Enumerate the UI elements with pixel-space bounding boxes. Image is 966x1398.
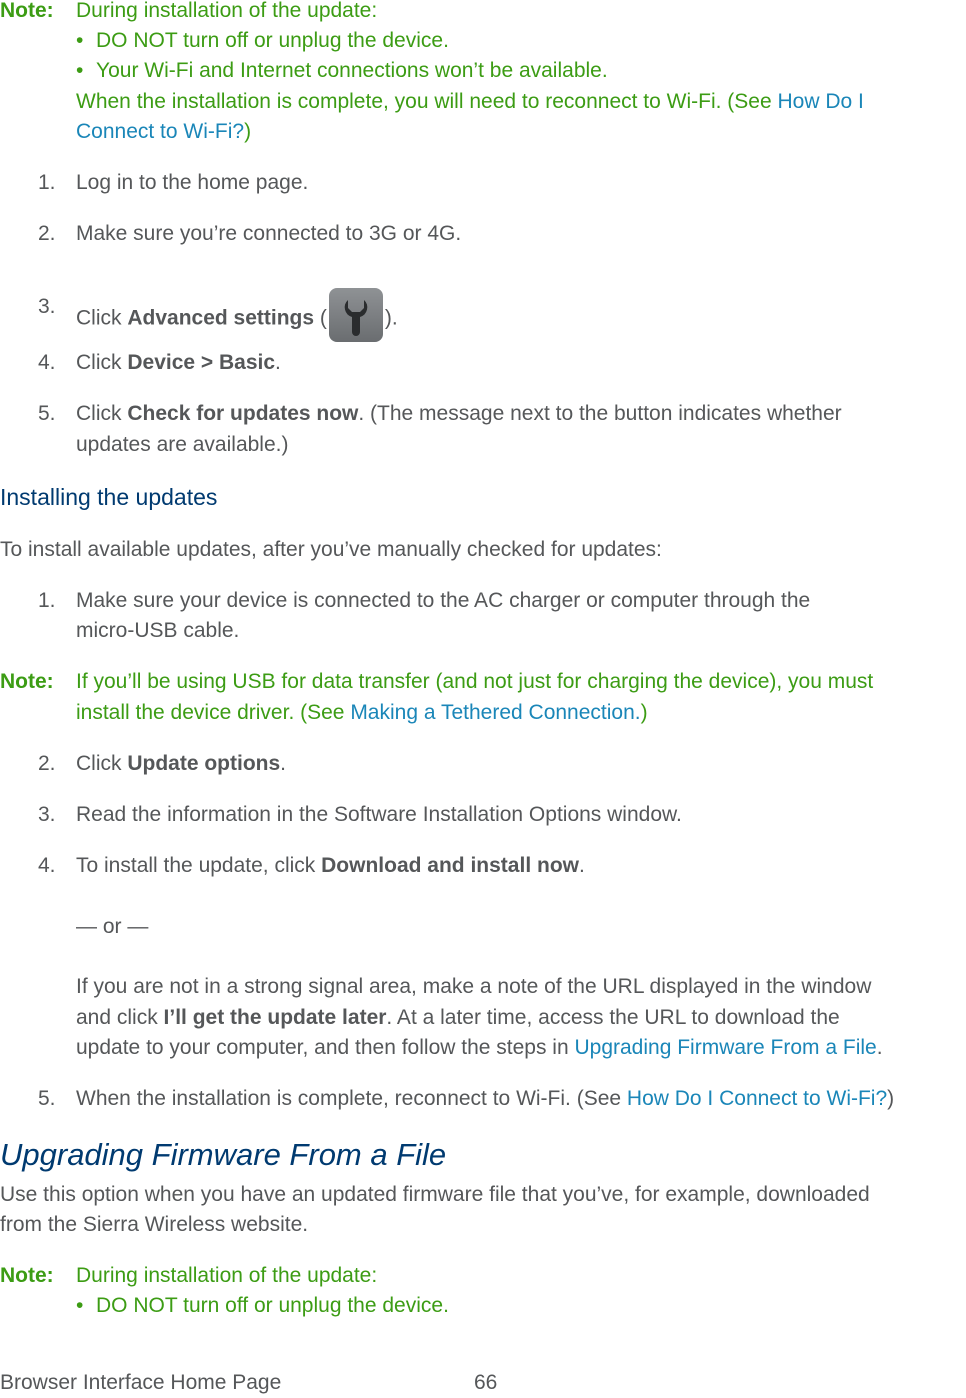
alt-text: If you are not in a strong signal area, make a note of the URL displayed in the window — [76, 975, 872, 998]
step-number: 4. — [38, 351, 56, 374]
step-number: 5. — [38, 1087, 56, 1110]
note-text: When the installation is complete, you will need to reconnect to Wi-Fi. (See How Do I — [76, 90, 864, 113]
step-number: 5. — [38, 402, 56, 425]
step-number: 2. — [38, 222, 56, 245]
note-intro: During installation of the update: — [76, 1264, 378, 1287]
note-text: If you’ll be using USB for data transfer (and not just for charging the device), you must — [76, 670, 874, 693]
step-text: Make sure your device is connected to the AC charger or computer through the — [76, 589, 811, 612]
alt-text: and click I’ll get the update later. At a later time, access the URL to download the — [76, 1006, 840, 1029]
step-number: 4. — [38, 854, 56, 877]
step-text: Log in to the home page. — [76, 171, 309, 194]
note-bullet: • DO NOT turn off or unplug the device. — [76, 1294, 449, 1317]
step-text: Click Advanced settings ( ). — [76, 292, 398, 346]
wrench-icon — [329, 288, 383, 342]
step-text: To install the update, click Download and install now. — [76, 854, 585, 877]
alt-text: update to your computer, and then follow the steps in Upgrading Firmware From a File. — [76, 1036, 883, 1059]
note-label: Note: — [0, 1264, 54, 1287]
footer-page-number: 66 — [474, 1371, 498, 1394]
step-number: 1. — [38, 589, 56, 612]
step-number: 2. — [38, 752, 56, 775]
or-separator: — or — — [76, 915, 149, 938]
step-text-cont: micro-USB cable. — [76, 619, 240, 642]
note-bullet: • Your Wi-Fi and Internet connections won’t be available. — [76, 59, 608, 82]
footer-section-title: Browser Interface Home Page — [0, 1371, 282, 1394]
link-tethered-connection[interactable]: Making a Tethered Connection. — [350, 701, 641, 724]
note-label: Note: — [0, 0, 54, 22]
section-heading-large: Upgrading Firmware From a File — [0, 1137, 447, 1172]
step-text: Read the information in the Software Installation Options window. — [76, 803, 682, 826]
step-text: Click Check for updates now. (The message next to the button indicates whether — [76, 402, 842, 425]
note-text: Connect to Wi-Fi?) — [76, 120, 252, 143]
step-number: 3. — [38, 295, 56, 318]
section-text: from the Sierra Wireless website. — [0, 1213, 309, 1236]
link-how-do-i-connect[interactable]: How Do I — [777, 90, 864, 113]
section-text: Use this option when you have an updated firmware file that you’ve, for example, downloaded — [0, 1183, 870, 1206]
step-number: 3. — [38, 803, 56, 826]
link-how-do-i-connect-cont[interactable]: Connect to Wi-Fi? — [76, 120, 245, 143]
link-upgrading-firmware[interactable]: Upgrading Firmware From a File — [574, 1036, 877, 1059]
section-intro: To install available updates, after you’ve manually checked for updates: — [0, 538, 662, 561]
step-text: When the installation is complete, reconnect to Wi-Fi. (See How Do I Connect to Wi-Fi?) — [76, 1087, 895, 1110]
link-how-do-i-connect-wifi[interactable]: How Do I Connect to Wi-Fi? — [626, 1087, 888, 1110]
note-intro: During installation of the update: — [76, 0, 378, 22]
step-number: 1. — [38, 171, 56, 194]
step-text: Click Update options. — [76, 752, 287, 775]
step-text-cont: updates are available.) — [76, 433, 289, 456]
note-bullet: • DO NOT turn off or unplug the device. — [76, 29, 449, 52]
section-heading: Installing the updates — [0, 484, 218, 510]
step-text: Make sure you’re connected to 3G or 4G. — [76, 222, 462, 245]
step-text: Click Device > Basic. — [76, 351, 281, 374]
note-label: Note: — [0, 670, 54, 693]
note-text: install the device driver. (See Making a Tethered Connection.) — [76, 701, 648, 724]
